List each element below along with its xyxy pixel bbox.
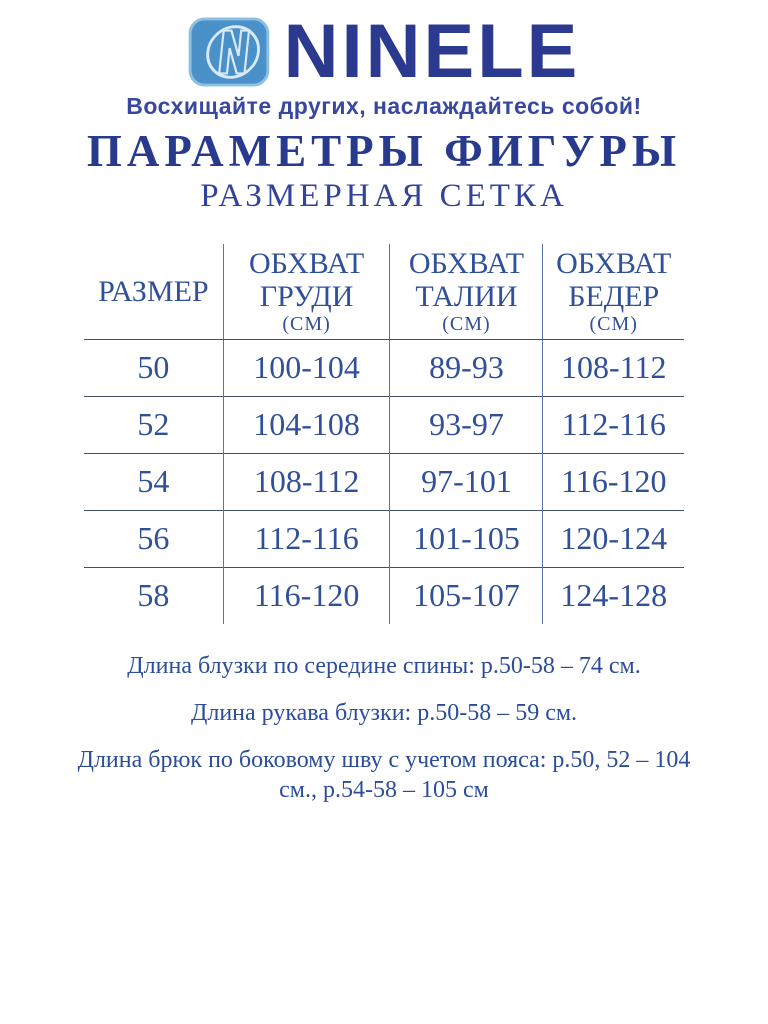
ninele-monogram-icon: [188, 17, 270, 87]
cell-waist: 89-93: [390, 339, 543, 396]
note-blouse-back-length: Длина блузки по середине спины: р.50-58 – 74 см.: [127, 652, 641, 679]
cell-waist: 101-105: [390, 510, 543, 567]
column-header-waist: [390, 244, 543, 340]
brand-logo-row: [0, 9, 768, 94]
column-header-hips-unit: (СМ): [589, 313, 638, 336]
size-table: [84, 244, 684, 624]
cell-chest: 112-116: [223, 510, 390, 567]
page-title: ПАРАМЕТРЫ ФИГУРЫ: [86, 126, 682, 176]
cell-waist: 93-97: [390, 396, 543, 453]
cell-size: 58: [84, 567, 223, 624]
brand-tagline: Восхищайте других, наслаждайтесь собой!: [126, 93, 642, 119]
measurement-notes: [64, 651, 704, 805]
column-header-waist-line2: ТАЛИИ: [415, 280, 518, 314]
cell-chest: 108-112: [223, 453, 390, 510]
cell-hips: 116-120: [543, 453, 684, 510]
note-blouse-sleeve-length: Длина рукава блузки: р.50-58 – 59 см.: [190, 699, 578, 726]
cell-size: 54: [84, 453, 223, 510]
column-header-chest-unit: (СМ): [282, 313, 331, 336]
cell-waist: 97-101: [390, 453, 543, 510]
column-header-waist-unit: (СМ): [442, 313, 491, 336]
page-subtitle: РАЗМЕРНАЯ СЕТКА: [200, 178, 568, 215]
column-header-chest-line2: ГРУДИ: [259, 280, 354, 314]
cell-size: 52: [84, 396, 223, 453]
size-table-body: [84, 339, 684, 624]
table-row: [84, 453, 684, 510]
table-row: [84, 510, 684, 567]
cell-hips: 112-116: [543, 396, 684, 453]
column-header-waist-line1: ОБХВАТ: [408, 247, 525, 281]
column-header-hips-line1: ОБХВАТ: [556, 247, 672, 281]
column-header-hips: [543, 244, 684, 340]
brand-header: [0, 9, 768, 120]
brand-logo-text: NINELE: [283, 9, 581, 94]
cell-chest: 116-120: [223, 567, 390, 624]
table-row: [84, 396, 684, 453]
cell-size: 56: [84, 510, 223, 567]
header-row: [84, 244, 684, 340]
size-table-header: [84, 244, 684, 340]
cell-waist: 105-107: [390, 567, 543, 624]
cell-size: 50: [137, 349, 170, 386]
column-header-size: РАЗМЕР: [84, 244, 223, 340]
column-header-chest: [223, 244, 390, 340]
cell-hips: 120-124: [543, 510, 684, 567]
table-row: [84, 339, 684, 396]
cell-chest: 104-108: [223, 396, 390, 453]
table-row: [84, 567, 684, 624]
cell-chest: 100-104: [223, 339, 390, 396]
note-trousers-side-length: Длина брюк по боковому шву с учетом пояса: р.50, 52 – 104 см., р.54-58 – 105 см: [77, 746, 691, 803]
column-header-chest-line1: ОБХВАТ: [248, 247, 365, 281]
column-header-hips-line2: БЕДЕР: [568, 280, 660, 314]
cell-hips: 124-128: [543, 567, 684, 624]
cell-hips: 108-112: [543, 339, 684, 396]
